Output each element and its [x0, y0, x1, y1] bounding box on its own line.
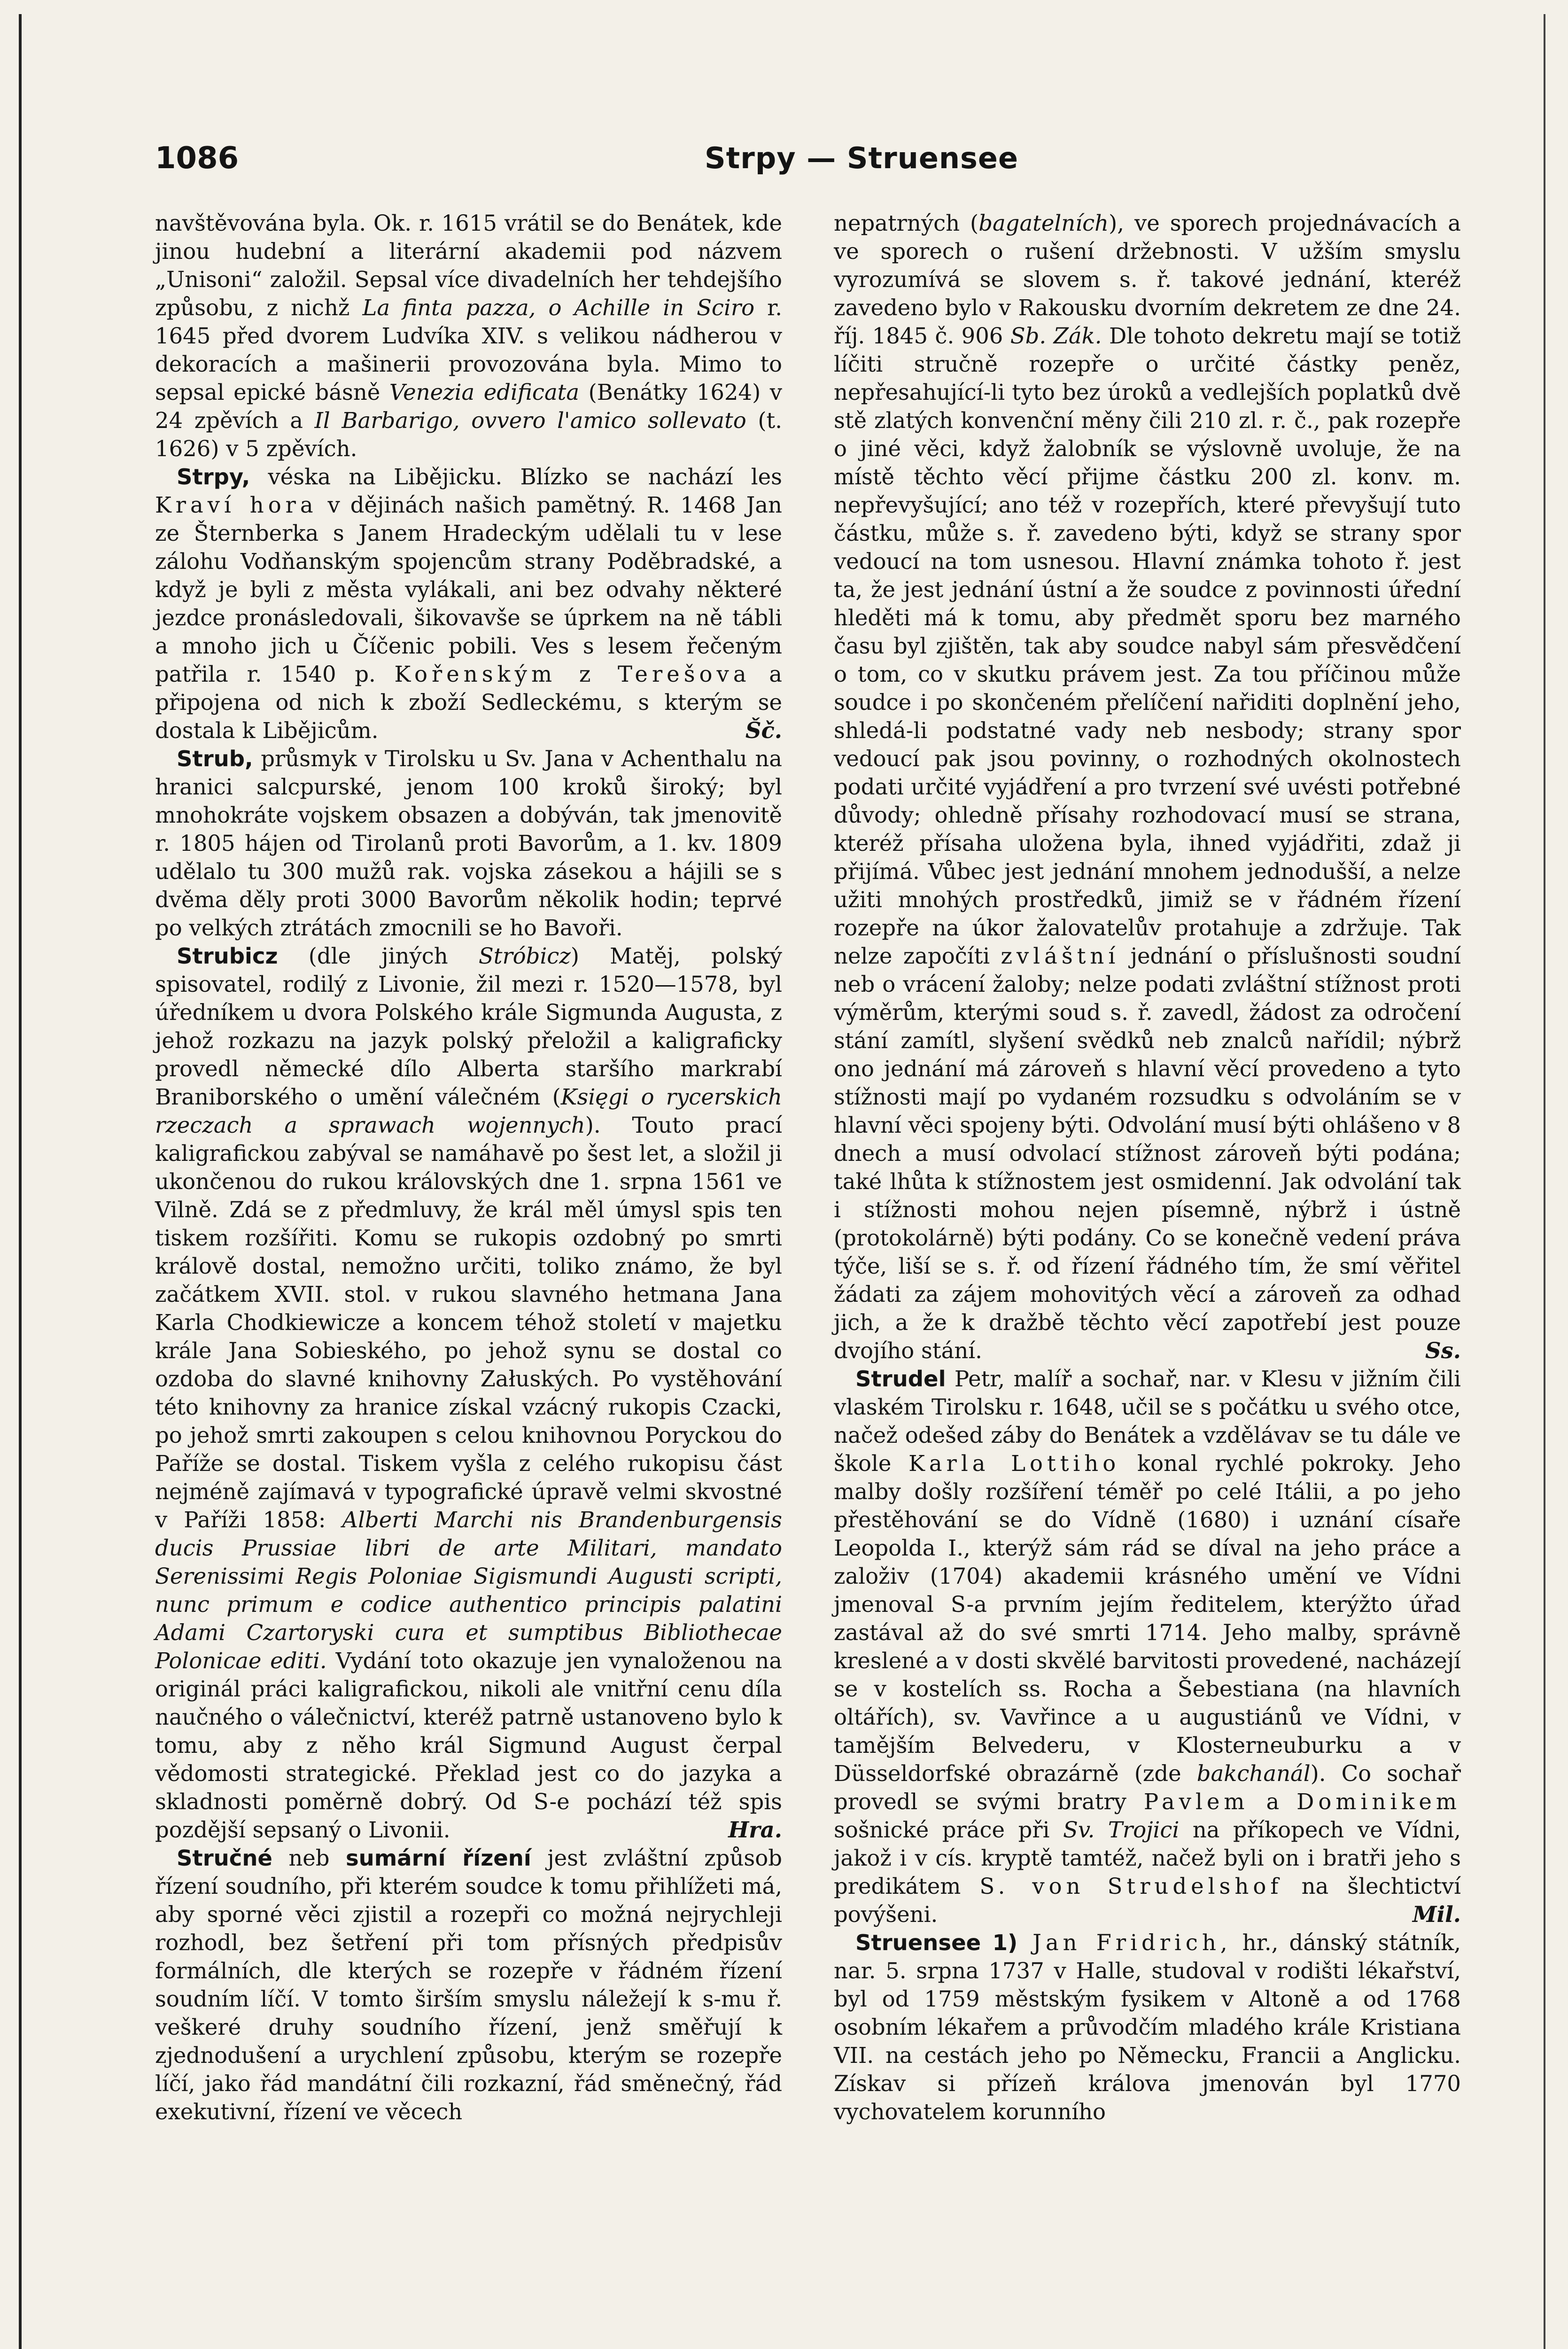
entry-strucne-rizeni: Stručné neb sumární řízení jest zvláštní způsob řízení soudního, při kterém soudce k tomu přihlížeti má, aby sporné věci zjistil a rozepři co možná nejrychleji rozhodl, bez šetření při tom přísných předpisův formálních, dle kterých se rozepře v řádném řízení soudním líčí. V tomto širším smyslu náležejí k s-mu ř. veškeré druhy soudního řízení, jenž směřují k zjednodušení a urychlení způsobu, kterým se rozepře líčí, jako řád mandátní čili rozkazní, řád směnečný, řád exekutivní, řízení ve věcech	[155, 1845, 783, 2124]
entry-strudel: Strudel Petr, malíř a sochař, nar. v Klesu v jižním čili vlaském Tirolsku r. 1648, učil se s počátku u svého otce, načež odešed záby do Benátek a vzdělávav se tu dále ve škole Karla Lottiho konal rychlé pokroky. Jeho malby došly rozšíření téměř po celé Itálii, a po jeho přestěhování se do Vídně (1680) i uznání císaře Leopolda I., kterýž sám rád se díval na jeho práce a založiv (1704) akademii krásného umění ve Vídni jmenoval S-a prvním jejím ředitelem, kterýžto úřad zastával až do své smrti 1714. Jeho malby, správně kreslené a v dosti skvělé barvitosti provedené, nacházejí se v kostelích ss. Rocha a Šebestiana (na hlavních oltářích), sv. Vavřince a u augustiánů ve Vídni, v tamějším Belvederu, v Klosterneuburku a v Düsseldorfské obrazárně (zde bakchanál). Co sochař provedl se svými bratry Pavlem a Dominikem sošnické práce při Sv. Trojici na příkopech ve Vídni, jakož i v cís. kryptě tamtéž, načež byli on i bratři jeho s predikátem S. von Strudelshof na šlechtictví povýšeni. Mil.	[834, 1365, 1461, 1929]
author-signature: Mil.	[1413, 1901, 1461, 1927]
headword-sumarni-rizeni: sumární řízení	[345, 1845, 531, 1871]
entry-struensee: Struensee 1) Jan Fridrich, hr., dánský státník, nar. 5. srpna 1737 v Halle, studoval v rodišti lékařství, byl od 1759 městským fysikem v Altoně a od 1768 osobním lékařem a průvodčím mladého krále Kristiana VII. na cestách jeho po Německu, Francii a Anglicku. Získav si přízeň králova jmenován byl 1770 vychovatelem korunního	[834, 1930, 1461, 2124]
headword-strudel: Strudel	[855, 1366, 946, 1392]
continued-entry-strucne-rizeni: nepatrných (bagatelních), ve sporech projednávacích a ve sporech o rušení držebnosti. V užším smyslu vyrozumívá se slovem s. ř. takové jednání, kteréž zavedeno bylo v Rakousku dvorním dekretem ze dne 24. říj. 1845 č. 906 Sb. Zák. Dle tohoto dekretu mají se totiž líčiti stručně rozepře o určité částky peněz, nepřesahující-li tyto bez úroků a vedlejších poplatků dvě stě zlatých konvenční měny čili 210 zl. r. č., pak rozepře o jiné věci, když žalobník se výslovně uvoluje, že na místě těchto věcí přijme částku 200 zl. konv. m. nepřevyšující; ano též v rozepřích, které převyšují tuto částku, může s. ř. zavedeno býti, když se strany spor vedoucí na tom usnesou. Hlavní známka tohoto ř. jest ta, že jest jednání ústní a že soudce z povinnosti úřední hleděti má k tomu, aby předmět sporu bez marného času byl zjištěn, tak aby soudce nabyl sám přesvědčení o tom, co v skutku právem jest. Za tou příčinou může soudce i po skončeném přelíčení nařiditi doplnění jeho, shledá-li podstatné vady neb nesbody; strany spor vedoucí pak jsou povinny, o rozhodných okolnostech podati určité vyjádření a pro tvrzení své uvésti potřebné důvody; ohledně přísahy rozhodovací musí se strana, kteréž přísaha uložena byla, ihned vyjádřiti, zdaž ji přijímá. Vůbec jest jednání mnohem jednodušší, a nelze užiti mnohých prostředků, jimiž se v řádném řízení rozepře na úkor žalovatelův protahuje a zdržuje. Tak nelze započíti zvláštní jednání o příslušnosti soudní neb o vrácení žaloby; nelze podati zvláštní stížnost proti výměrům, kterými soud s. ř. zavedl, žádost za odročení stání zamítl, slyšení svědků neb znalců nařídil; nýbrž ono jednání má zároveň s hlavní věcí provedeno a tyto stížnosti mají po vydaném rozsudku s odvoláním se v hlavní věci spojeny býti. Odvolání musí býti ohlášeno v 8 dnech a musí odvolací stížnost zároveň býti podána; také lhůta k stížnostem jest osmidenní. Jak odvolání tak i stížnosti mohou nejen písemně, nýbrž i ústně (protokolárně) býti podány. Co se konečně vedení práva týče, liší se s. ř. od řízení řádného tím, že smí věřitel žádati za zájem mohovitých věcí a zároveň za odhad jich, a že k dražbě těchto věcí zapotřebí jest pouze dvojího stání. Ss.	[834, 209, 1461, 1365]
author-signature: Ss.	[1425, 1338, 1461, 1363]
left-column	[155, 209, 782, 2349]
headword-struensee: Struensee 1)	[855, 1930, 1018, 1955]
headword-strpy: Strpy,	[177, 464, 250, 490]
text-columns	[155, 209, 1461, 2349]
right-column	[834, 209, 1461, 2349]
headword-strucne: Stručné	[177, 1845, 272, 1871]
author-signature: Šč.	[745, 717, 782, 743]
page-number: 1086	[155, 141, 239, 176]
headword-strubicz: Strubicz	[177, 943, 278, 969]
entry-strpy: Strpy, véska na Liběјicku. Blízko se nachází les Kraví hora v dějinách našich pamětný. R. 1468 Jan ze Šternberka s Janem Hradeckým udělali tu v lese zálohu Vodňanským spojencům strany Poděbradské, a když je byli z města vylákali, ani bez odvahy některé jezdce pronásledovali, šikovavše se úprkem na ně tábli a mnoho jich u Číčenic pobili. Ves s lesem řečeným patřila r. 1540 p. Kořenským z Terešova a připojena od nich k zboží Sedleckému, s kterým se dostala k Liběјicům. Šč.	[155, 463, 782, 745]
running-head: Strpy — Struensee	[705, 141, 1019, 175]
headword-strub: Strub,	[177, 746, 253, 771]
page-header	[155, 141, 1455, 183]
author-signature: Hra.	[728, 1817, 782, 1843]
continued-entry: navštěvována byla. Ok. r. 1615 vrátil se do Benátek, kde jinou hudební a literární akademii pod názvem „Unisoni“ založil. Sepsal více divadelních her tehdejšího způsobu, z nichž La finta pazza, o Achille in Sciro r. 1645 před dvorem Ludvíka XIV. s velikou nádherou v dekoracích a mašinerii provozována byla. Mimo to sepsal epické básně Venezia edificata (Benátky 1624) v 24 zpěvích a Il Barbarigo, ovvero l'amico sollevato (t. 1626) v 5 zpěvích.	[155, 210, 783, 461]
entry-strubicz: Strubicz (dle jiných Stróbicz) Matěj, polský spisovatel, rodilý z Livonie, žil mezi r. 1520—1578, byl úředníkem u dvora Polského krále Sigmunda Augusta, z jehož rozkazu na jazyk polský přeložil a kaligraficky provedl německé dílo Alberta staršího markrabí Braniborského o umění válečném (Księgi o rycerskich rzeczach a sprawach wojennych). Touto prací kaligrafickou zabýval se namáhavě po šest let, a složil ji ukončenou do rukou královských dne 1. srpna 1561 ve Vilně. Zdá se z předmluvy, že král měl úmysl spis ten tiskem rozšířiti. Komu se rukopis ozdobný po smrti králově dostal, nemožno určiti, toliko známo, že byl začátkem XVII. stol. v rukou slavného hetmana Jana Karla Chodkiewicze a koncem téhož století v majetku krále Jana Sobieského, po jehož synu se dostal co ozdoba do slavné knihovny Załuských. Po vystěhování této knihovny za hranice získal vzácný rukopis Czacki, po jehož smrti zakoupen s celou knihovnou Poryckou do Paříže se dostal. Tiskem vyšla z celého rukopisu část nejméně zajímavá v typografické úpravě velmi skvostné v Paříži 1858: Alberti Marchi nis Brandenburgensis ducis Prussiae libri de arte Militari, mandato Serenissimi Regis Poloniae Sigismundi Augusti scripti, nunc primum e codice authentico principis palatini Adami Czartoryski cura et sumptibus Bibliothecae Polonicae editi. Vydání toto okazuje jen vynaloženou na originál práci kaligrafickou, nikoli ale vnitřní cenu díla naučného o válečnictví, kteréž patrně ustanoveno bylo k tomu, aby z něho král Sigmund August čerpal vědomosti strategické. Překlad jest co do jazyka a skladnosti poměrně dobrý. Od S-e pochází též spis pozdější sepsaný o Livonii. Hra.	[155, 942, 782, 1844]
entry-strub: Strub, průsmyk v Tirolsku u Sv. Jana v Achenthalu na hranici salcpurské, jenom 100 kroků široký; byl mnohokráte vojskem obsazen a dobýván, tak jmenovitě r. 1805 hájen od Tirolanů proti Bavorům, a 1. kv. 1809 udělalo tu 300 mužů rak. vojska zásekou a hájili se s dvěma děly proti 3000 Bavorům několik hodin; teprvé po velkých ztrátách zmocnili se ho Bavoři.	[155, 746, 782, 941]
